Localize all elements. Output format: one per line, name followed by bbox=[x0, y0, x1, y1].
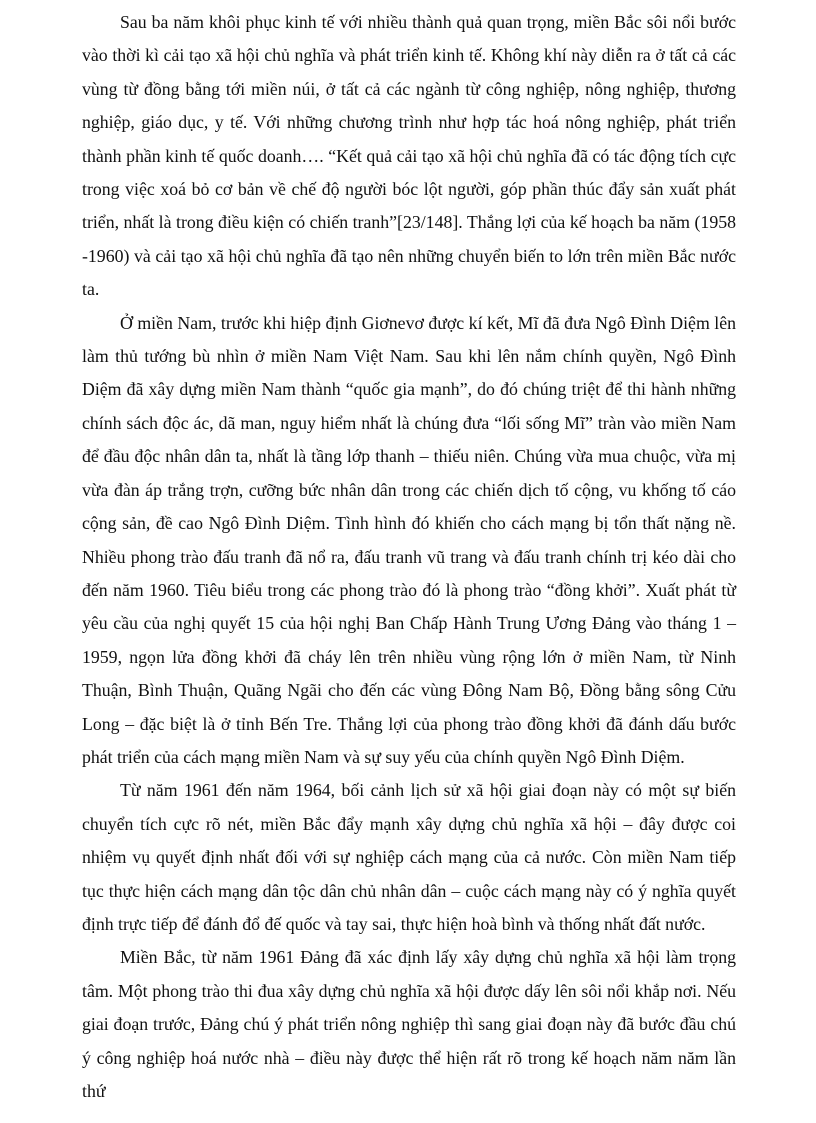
paragraph-north-reform: Sau ba năm khôi phục kinh tế với nhiều thành quả quan trọng, miền Bắc sôi nổi bước vào thời kì cải tạo xã hội chủ nghĩa và phát triển kinh tế. Không khí này diễn ra ở tất cả các vùng từ đồng bằng tới miền núi, ở tất cả các ngành từ công nghiệp, nông nghiệp, thương nghiệp, giáo dục, y tế. Với những chương trình như hợp tác hoá nông nghiệp, phát triển thành phần kinh tế quốc doanh…. “Kết quả cải tạo xã hội chủ nghĩa đã có tác động tích cực trong việc xoá bỏ cơ bản về chế độ người bóc lột người, góp phần thúc đẩy sản xuất phát triển, nhất là trong điều kiện có chiến tranh”[23/148]. Thắng lợi của kế hoạch ba năm (1958 -1960) và cải tạo xã hội chủ nghĩa đã tạo nên những chuyển biến to lớn trên miền Bắc nước ta. bbox=[82, 12, 736, 300]
document-page bbox=[82, 6, 736, 1108]
paragraph-north-industrialization: Miền Bắc, từ năm 1961 Đảng đã xác định lấy xây dựng chủ nghĩa xã hội làm trọng tâm. Một phong trào thi đua xây dựng chủ nghĩa xã hội được dấy lên sôi nổi khắp nơi. Nếu giai đoạn trước, Đảng chú ý phát triển nông nghiệp thì sang giai đoạn này đã bước đầu chú ý công nghiệp hoá nước nhà – điều này được thể hiện rất rõ trong kế hoạch năm năm lần thứ bbox=[82, 947, 736, 1101]
paragraph-south-diem: Ở miền Nam, trước khi hiệp định Giơnevơ được kí kết, Mĩ đã đưa Ngô Đình Diệm lên làm thủ tướng bù nhìn ở miền Nam Việt Nam. Sau khi lên nắm chính quyền, Ngô Đình Diệm đã xây dựng miền Nam thành “quốc gia mạnh”, do đó chúng triệt để thi hành những chính sách độc ác, dã man, nguy hiểm nhất là chúng đưa “lối sống Mĩ” tràn vào miền Nam để đầu độc nhân dân ta, nhất là tầng lớp thanh – thiếu niên. Chúng vừa mua chuộc, vừa mị vừa đàn áp trắng trợn, cưỡng bức nhân dân trong các chiến dịch tố cộng, vu khống tố cáo cộng sản, đề cao Ngô Đình Diệm. Tình hình đó khiến cho cách mạng bị tổn thất nặng nề. Nhiều phong trào đấu tranh đã nổ ra, đấu tranh vũ trang và đấu tranh chính trị kéo dài cho đến năm 1960. Tiêu biểu trong các phong trào đó là phong trào “đồng khởi”. Xuất phát từ yêu cầu của nghị quyết 15 của hội nghị Ban Chấp Hành Trung Ương Đảng vào tháng 1 – 1959, ngọn lửa đồng khởi đã cháy lên trên nhiều vùng rộng lớn ở miền Nam, từ Ninh Thuận, Bình Thuận, Quãng Ngãi cho đến các vùng Đông Nam Bộ, Đồng bằng sông Cửu Long – đặc biệt là ở tỉnh Bến Tre. Thắng lợi của phong trào đồng khởi đã đánh dấu bước phát triển của cách mạng miền Nam và sự suy yếu của chính quyền Ngô Đình Diệm. bbox=[82, 312, 736, 767]
paragraph-1961-1964: Từ năm 1961 đến năm 1964, bối cảnh lịch sử xã hội giai đoạn này có một sự biến chuyển tích cực rõ nét, miền Bắc đẩy mạnh xây dựng chủ nghĩa xã hội – đây được coi nhiệm vụ quyết định nhất đối với sự nghiệp cách mạng của cả nước. Còn miền Nam tiếp tục thực hiện cách mạng dân tộc dân chủ nhân dân – cuộc cách mạng này có ý nghĩa quyết định trực tiếp để đánh đổ đế quốc và tay sai, thực hiện hoà bình và thống nhất đất nước. bbox=[82, 780, 736, 934]
